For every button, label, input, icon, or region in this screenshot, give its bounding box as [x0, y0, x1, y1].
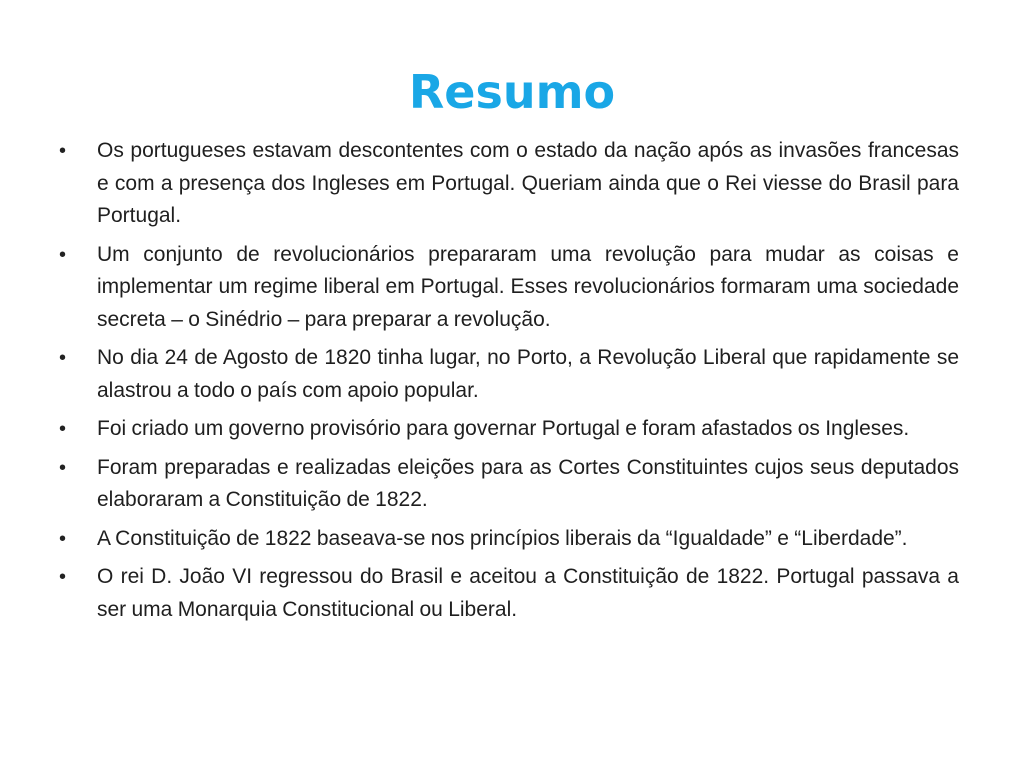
bullet-item: [55, 452, 959, 517]
bullet-icon: •: [59, 527, 67, 550]
bullet-text: Um conjunto de revolucionários prepararam uma revolução para mudar as coisas e implementar um regime liberal em Portugal. Esses revolucionários formaram uma sociedade secreta – o Sinédrio – para preparar a revolução.: [97, 242, 959, 331]
bullet-text: Foi criado um governo provisório para governar Portugal e foram afastados os Ingleses.: [97, 417, 910, 440]
bullet-icon: •: [59, 140, 67, 162]
bullet-text: No dia 24 de Agosto de 1820 tinha lugar, no Porto, a Revolução Liberal que rapidamente se alastrou a todo o país com apoio popular.: [97, 346, 959, 402]
bullet-icon: •: [59, 347, 67, 369]
bullet-item: [55, 342, 959, 407]
bullet-text: Os portugueses estavam descontentes com o estado da nação após as invasões francesas e com a presença dos Ingleses em Portugal. Queriam ainda que o Rei viesse do Brasil para Portugal.: [97, 139, 959, 227]
bullet-text: Foram preparadas e realizadas eleições para as Cortes Constituintes cujos seus deputados elaboraram a Constituição de 1822.: [97, 455, 959, 511]
bullet-item: [55, 561, 959, 626]
bullet-item: [55, 413, 959, 446]
slide-title: Resumo: [408, 65, 616, 119]
bullet-icon: •: [59, 418, 67, 440]
bullet-icon: •: [59, 243, 67, 266]
bullet-item: [55, 239, 959, 337]
bullet-item: [55, 523, 959, 556]
bullet-text: A Constituição de 1822 baseava-se nos princípios liberais da “Igualdade” e “Liberdade”.: [97, 526, 908, 550]
bullet-text: O rei D. João VI regressou do Brasil e aceitou a Constituição de 1822. Portugal passava a ser uma Monarquia Constitucional ou Liberal.: [97, 565, 959, 621]
bullet-icon: •: [59, 456, 67, 479]
bullet-item: [55, 135, 959, 233]
bullet-list: [55, 135, 959, 632]
bullet-icon: •: [59, 566, 67, 588]
